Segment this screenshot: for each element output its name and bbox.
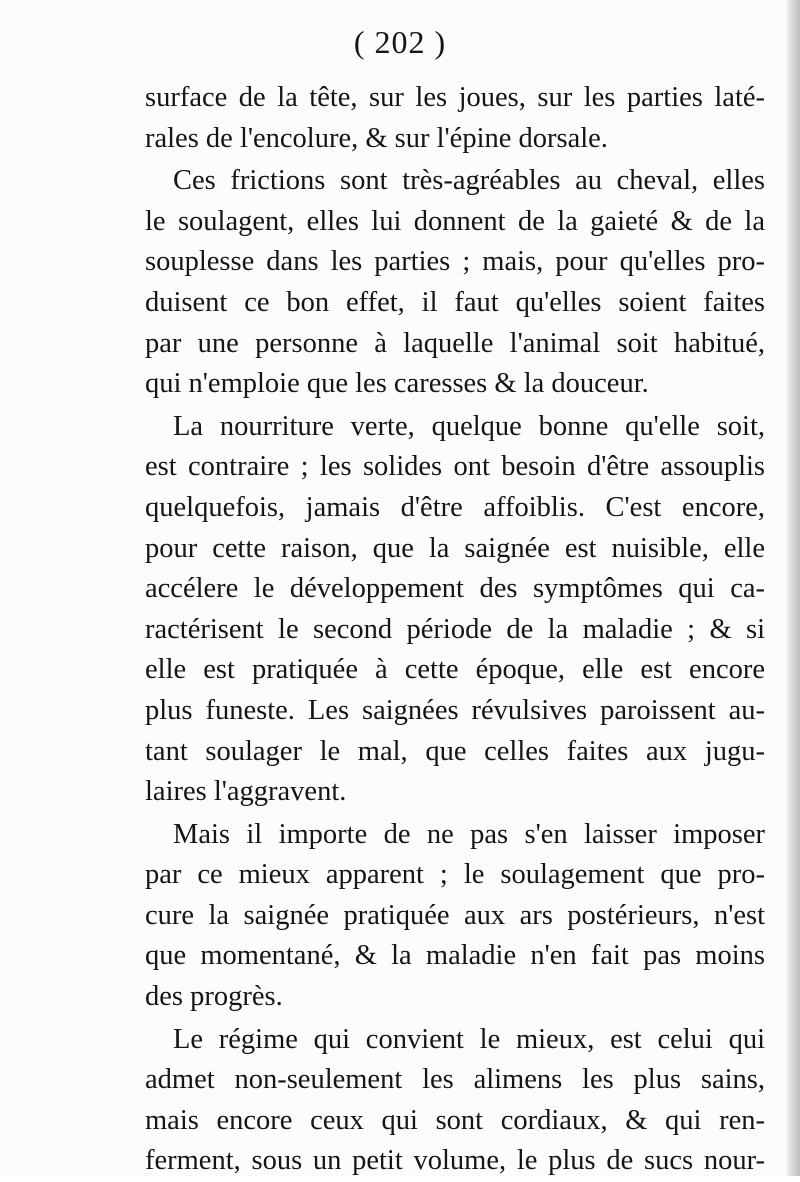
paragraph (145, 407, 765, 813)
text-line: accélere le développement des symptômes qui ca- (145, 573, 765, 605)
text-line: La nourriture verte, quelque bonne qu'elle soit, (173, 410, 765, 442)
text-line: rales de l'encolure, & sur l'épine dorsale. (145, 122, 608, 154)
text-line: pour cette raison, que la saignée est nuisible, elle (145, 532, 765, 564)
text-line: qui n'emploie que les caresses & la douceur. (145, 368, 649, 400)
page-number: ( 202 ) (353, 24, 447, 60)
text-line: ferment, sous un petit volume, le plus de sucs nour- (145, 1145, 765, 1177)
paragraph (145, 815, 765, 1018)
body-text (145, 78, 765, 1182)
text-line: admet non-seulement les alimens les plus sains, (145, 1064, 765, 1096)
page-edge-shadow (786, 0, 800, 1176)
text-line: laires l'aggravent. (145, 776, 347, 808)
text-line: Mais il importe de ne pas s'en laisser imposer (173, 818, 765, 850)
text-line: Ces frictions sont très-agréables au cheval, elles (173, 165, 765, 197)
text-line: par ce mieux apparent ; le soulagement que pro- (145, 859, 765, 891)
paragraph (145, 1020, 765, 1182)
text-line: elle est pratiquée à cette époque, elle est encore (145, 654, 765, 686)
text-line: Le régime qui convient le mieux, est celui qui (173, 1023, 765, 1055)
text-line: cure la saignée pratiquée aux ars postérieurs, n'est (145, 899, 765, 931)
text-line: le soulagent, elles lui donnent de la gaieté & de la (145, 205, 765, 237)
text-line: mais encore ceux qui sont cordiaux, & qui ren- (145, 1104, 765, 1136)
text-line: par une personne à laquelle l'animal soit habitué, (145, 327, 765, 359)
text-line: est contraire ; les solides ont besoin d'être assouplis (145, 451, 765, 483)
text-line: surface de la tête, sur les joues, sur les parties laté- (145, 82, 765, 113)
text-line: quelquefois, jamais d'être affoiblis. C'est encore, (145, 491, 765, 523)
text-line: souplesse dans les parties ; mais, pour qu'elles pro- (145, 246, 765, 278)
text-line: des progrès. (145, 981, 283, 1013)
text-line: que momentané, & la maladie n'en fait pas moins (145, 940, 765, 972)
paragraph (145, 78, 765, 159)
text-line: duisent ce bon effet, il faut qu'elles soient faites (145, 286, 765, 318)
text-line: tant soulager le mal, que celles faites aux jugu- (145, 735, 765, 767)
paragraph (145, 161, 765, 405)
text-line: ractérisent le second période de la maladie ; & si (145, 613, 765, 645)
text-line: plus funeste. Les saignées révulsives paroissent au- (145, 694, 765, 726)
